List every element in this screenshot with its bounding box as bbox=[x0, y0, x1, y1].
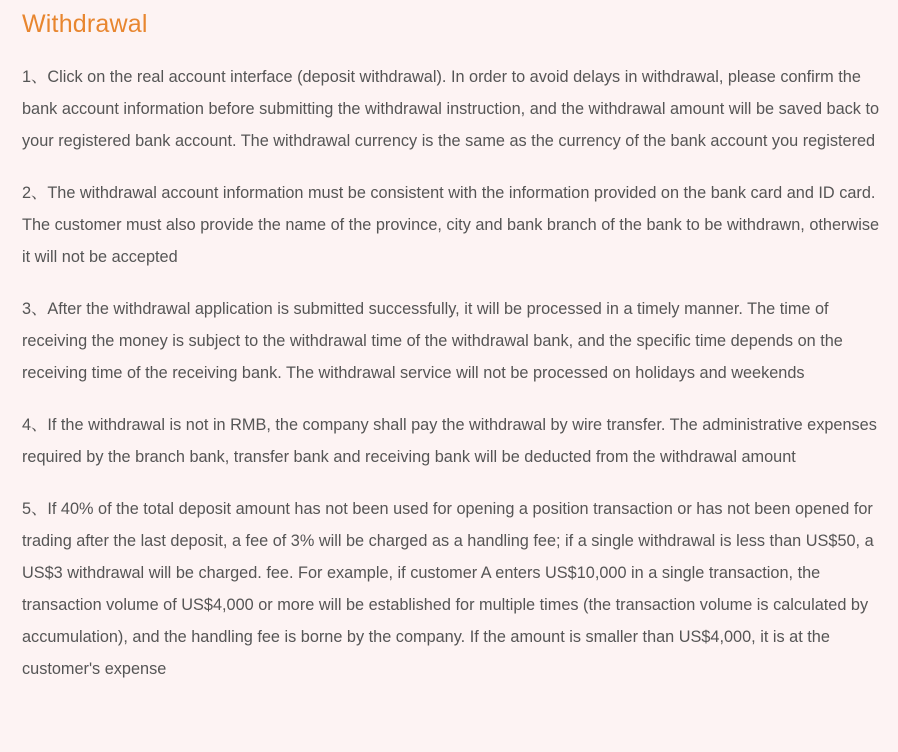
page-title: Withdrawal bbox=[22, 10, 148, 38]
paragraph-1: 1、Click on the real account interface (deposit withdrawal). In order to avoid delays in withdrawal, please confirm the bank account information before submitting the withdrawal instruction, and the withdrawal amount will be saved back to your registered bank account. The withdrawal currency is the same as the currency of the bank account you registered bbox=[22, 68, 880, 150]
paragraph-2: 2、The withdrawal account information must be consistent with the information provided on the bank card and ID card. The customer must also provide the name of the province, city and bank branch of the bank to be withdrawn, otherwise it will not be accepted bbox=[22, 184, 880, 266]
paragraph-5: 5、If 40% of the total deposit amount has not been used for opening a position transaction or has not been opened for trading after the last deposit, a fee of 3% will be charged as a handling fee; if a single withdrawal is less than US$50, a US$3 withdrawal will be charged. fee. For example, if customer A enters US$10,000 in a single transaction, the transaction volume of US$4,000 or more will be established for multiple times (the transaction volume is calculated by accumulation), and the handling fee is borne by the company. If the amount is smaller than US$4,000, it is at the customer's expense bbox=[22, 500, 874, 678]
paragraph-4: 4、If the withdrawal is not in RMB, the company shall pay the withdrawal by wire transfer. The administrative expenses required by the branch bank, transfer bank and receiving bank will be deducted from the withdrawal amount bbox=[22, 416, 877, 466]
paragraph-3: 3、After the withdrawal application is submitted successfully, it will be processed in a timely manner. The time of receiving the money is subject to the withdrawal time of the withdrawal bank, and the specific time depends on the receiving time of the receiving bank. The withdrawal service will not be processed on holidays and weekends bbox=[22, 300, 843, 382]
